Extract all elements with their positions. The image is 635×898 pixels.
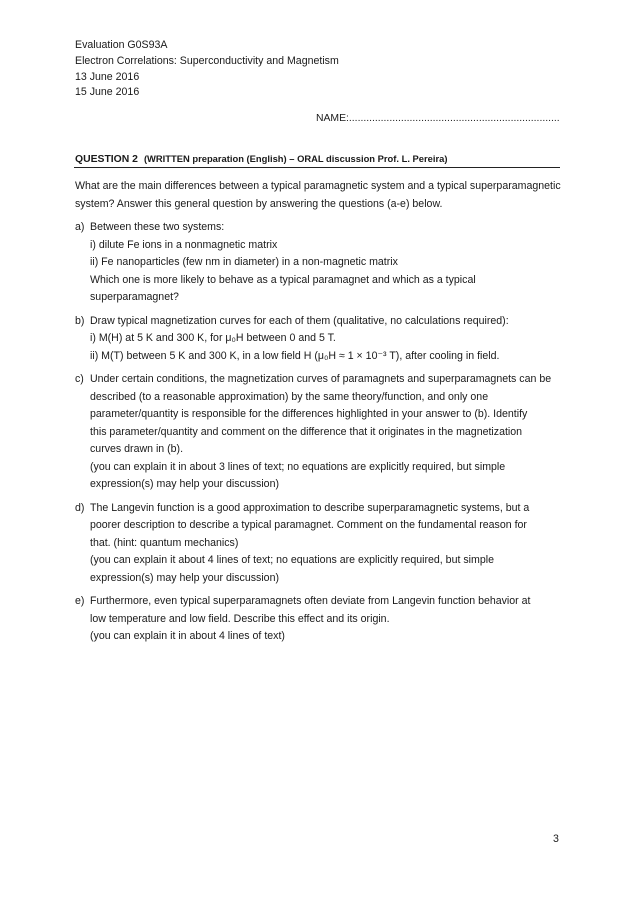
question-items [75,219,563,652]
item-line: low temperature and low field. Describe this effect and its origin. [90,612,390,625]
item-a [75,219,563,307]
item-label: c) [75,373,84,385]
page-number: 3 [553,833,559,845]
item-line: curves drawn in (b). [90,443,184,455]
item-line: i) dilute Fe ions in a nonmagnetic matrix [90,238,278,251]
course-title: Electron Correlations: Superconductivity and Magnetism [75,54,339,67]
question-subtitle: (WRITTEN preparation (English) – ORAL discussion Prof. L. Pereira) [143,153,448,164]
item-line: that. (hint: quantum mechanics) [90,536,239,549]
question-title: QUESTION 2 [75,154,138,165]
item-e [75,593,563,646]
item-line: poorer description to describe a typical paramagnet. Comment on the fundamental reason for [90,519,527,531]
item-b [75,313,563,366]
item-line: this parameter/quantity and comment on the difference that it originates in the magnetization [90,425,523,438]
question-heading [75,150,447,169]
evaluation-code: Evaluation G0S93A [75,39,168,51]
item-line: parameter/quantity is responsible for the differences highlighted in your answer to (b). Identify [90,408,528,420]
item-line: Furthermore, even typical superparamagnets often deviate from Langevin function behavior at [90,595,531,607]
item-line: (you can explain it in about 3 lines of text; no equations are explicitly required, but simple [90,460,506,473]
item-line: described (to a reasonable approximation) by the same theory/function, and only one [90,390,489,403]
item-line: i) M(H) at 5 K and 300 K, for μ₀H between 0 and 5 T. [90,332,336,344]
name-field: NAME:......................................................................... [316,113,560,124]
item-line: ii) Fe nanoparticles (few nm in diameter) in a non-magnetic matrix [90,256,398,268]
item-line: Draw typical magnetization curves for each of them (qualitative, no calculations required): [90,314,509,327]
item-label: b) [75,314,85,327]
item-line: The Langevin function is a good approximation to describe superparamagnetic systems, but a [90,501,530,514]
item-label: a) [75,221,85,233]
date-1: 13 June 2016 [75,70,140,83]
item-c [75,371,563,494]
item-line: (you can explain it about 4 lines of text; no equations are explicitly required, but simple [90,554,494,566]
document-header [75,38,339,101]
item-line: Between these two systems: [90,221,225,233]
item-label: e) [75,595,85,607]
item-line: expression(s) may help your discussion) [90,571,279,584]
item-line: expression(s) may help your discussion) [90,478,279,490]
item-line: (you can explain it in about 4 lines of text) [90,630,285,642]
question-intro: What are the main differences between a typical paramagnetic system and a typical superparamagnetic system? Answer this general question by answering the questions (a-e) below. [75,180,561,210]
item-line: Which one is more likely to behave as a typical paramagnet and which as a typical [90,273,476,286]
date-2: 15 June 2016 [75,86,140,99]
item-label: d) [75,501,85,514]
item-line: ii) M(T) between 5 K and 300 K, in a low field H (μ₀H ≈ 1 × 10⁻³ T), after cooling in field. [90,349,500,362]
item-line: superparamagnet? [90,291,179,303]
item-line: Under certain conditions, the magnetization curves of paramagnets and superparamagnets can be [90,373,552,385]
heading-divider [74,167,560,168]
item-d [75,500,563,588]
